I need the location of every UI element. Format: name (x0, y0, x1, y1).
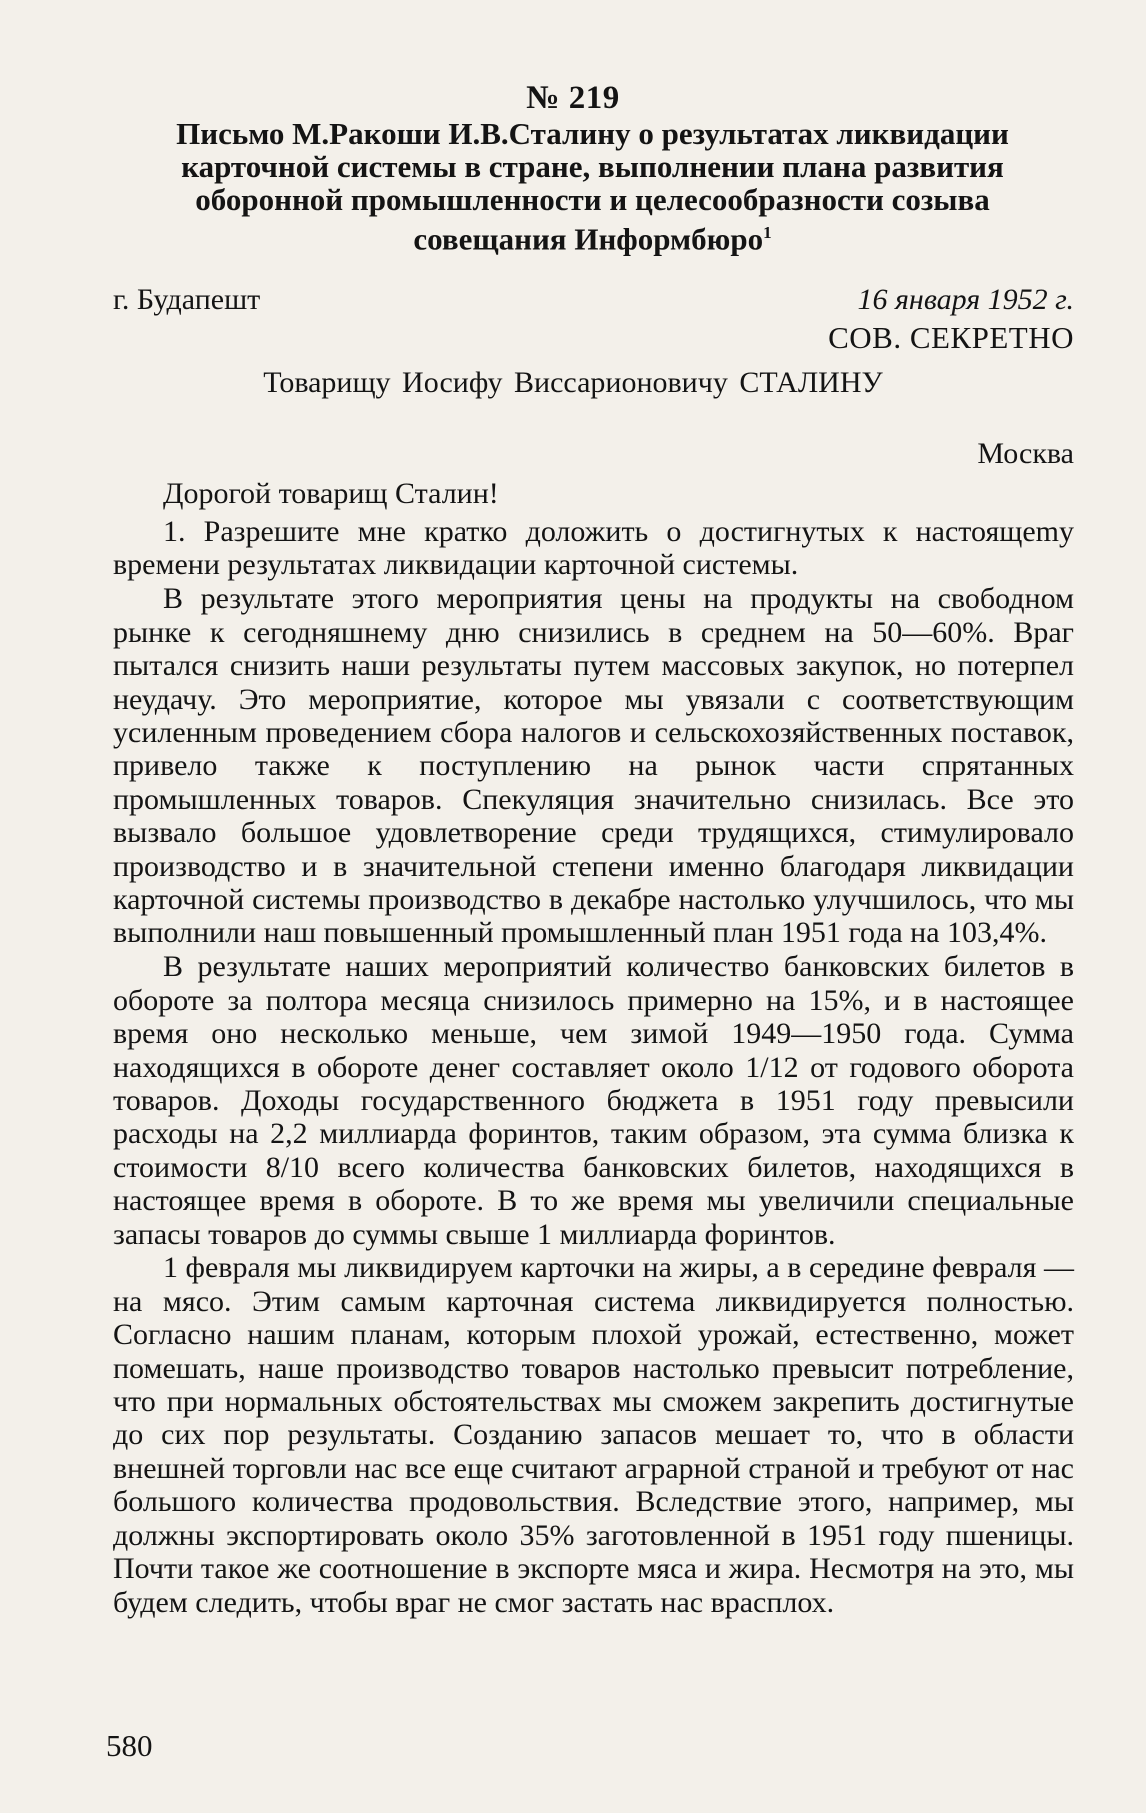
paragraph: В результате наших мероприятий количество банковских билетов в обороте за полтора месяца снизилось примерно на 15%, и в настоящее время оно несколько меньше, чем зимой 1949—1950 года. Сумма находящихся в обороте денег составляет около 1/12 от годового оборота товаров. Доходы государственного бюджета в 1951 году превысили расходы на 2,2 миллиарда форинтов, таким образом, эта сумма близка к стоимости 8/10 всего количества банковских билетов, находящихся в настоящее время в обороте. В то же время мы увеличили специальные запасы товаров до суммы свыше 1 миллиарда форинтов. (113, 950, 1074, 1251)
document-place: г. Будапешт (113, 283, 261, 316)
greeting: Дорогой товарищ Сталин! (163, 477, 499, 510)
paragraph: В результате этого мероприятия цены на продукты на свободном рынке к сегодняшнему дню снизились в среднем на 50—60%. Враг пытался снизить наши результаты путем массовых закупок, но потерпел неудачу. Это мероприятие, которое мы увязали с соответствующим усиленным проведением сбора налогов и сельскохозяйственных поставок, привело также к поступлению на рынок части спрятанных промышленных товаров. Спекуляция значительно снизилась. Все это вызвало большое удовлетворение среди трудящихся, стимулировало производство и в значительной степени именно благодаря ликвидации карточной системы производство в декабре настолько улучшилось, что мы выполнили наш повышенный промышленный план 1951 года на 103,4%. (113, 582, 1074, 950)
secrecy-stamp: СОВ. СЕКРЕТНО (828, 320, 1074, 355)
document-number: № 219 (526, 80, 620, 116)
document-title-text: Письмо М.Ракоши И.В.Сталину о результатах ликвидации карточной системы в стране, выполнении плана развития оборонной промышленности и целесообразности созыва совещания Информбюро (176, 116, 1009, 257)
document-date: 16 января 1952 г. (857, 283, 1074, 316)
addressee: Товарищу Иосифу Виссарионовичу СТАЛИНУ (263, 366, 883, 399)
addressee-city: Москва (977, 437, 1074, 470)
letter-body (113, 515, 1074, 1619)
page-number: 580 (106, 1728, 153, 1763)
paragraph: 1. Разрешите мне кратко доложить о достигнутых к настоящеmу времени результатах ликвидации карточной системы. (113, 515, 1074, 582)
document-title (130, 117, 1055, 255)
footnote-marker: 1 (763, 223, 772, 242)
paragraph: 1 февраля мы ликвидируем карточки на жиры, а в середине февраля — на мясо. Этим самым карточная система ликвидируется полностью. Согласно нашим планам, которым плохой урожай, естественно, может помешать, наше производство товаров настолько превысит потребление, что при нормальных обстоятельствах мы сможем закрепить достигнутые до сих пор результаты. Созданию запасов мешает то, что в области внешней торговли нас все еще считают аграрной страной и требуют от нас большого количества продовольствия. Вследствие этого, например, мы должны экспортировать около 35% заготовленной в 1951 году пшеницы. Почти такое же соотношение в экспорте мяса и жира. Несмотря на это, мы будем следить, чтобы враг не смог застать нас врасплох. (113, 1251, 1074, 1619)
